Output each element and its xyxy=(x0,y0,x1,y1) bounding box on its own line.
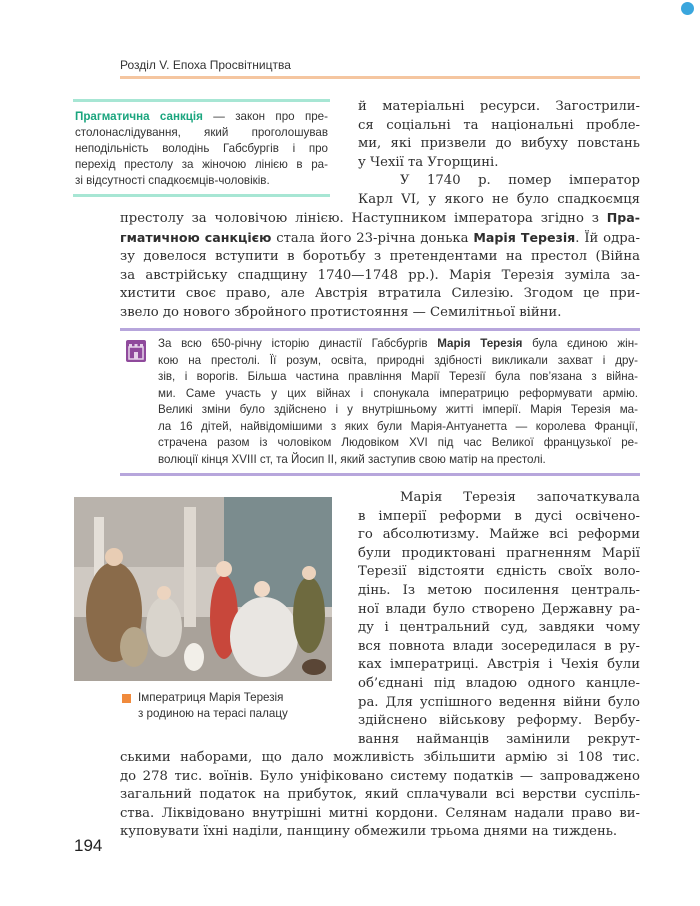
castle-icon xyxy=(126,340,146,362)
term-pragmatic-sanction: Пра- xyxy=(606,210,640,225)
paragraph-1: й матеріальні ресурси. Загострили- ся соціальні та національні пробле- ми, які призвели до вибуху повстань у Чехії та Угорщині. xyxy=(358,99,640,170)
definition-line: неподільність володінь Габсбургів і про xyxy=(75,142,328,155)
info-note-text: За всю 650-річну історію династії Габсбургів Марія Терезія була єдиною жін- кою на престолі. Її розум, освіта, природні здібності викликали захват і дру- зів, і ворогів. Більша частина правління Марії Терезії була пов’язана з війна- ми. Саме участь у цих війнах і спонукала імператрицю реформувати армію. Великі зміни було здійснено і у внутрішньому житті імперії. Марія Терезія ма- ла 16 дітей, найвідомішими з яких були Марія-Антуанетта — королева Франції, страчена разом із чоловіком Людовіком XVI під час Великої французької ре- волюції кінця XVIII ст, та Йосип II, який заступив свою матір на престолі. xyxy=(158,337,638,466)
definition-line: Прагматична санкція — закон про пре- xyxy=(75,110,328,123)
term-maria-theresa: Марія Терезія xyxy=(473,229,576,245)
publisher-logo-icon xyxy=(681,2,694,15)
header-divider xyxy=(120,76,640,79)
definition-line: столонаслідування, який проголошував xyxy=(75,126,328,139)
term-maria-theresa: Марія Терезія xyxy=(437,337,523,350)
paragraph-3: ськими наборами, що дало можливість збільшити армію зі 108 тис. до 278 тис. воїнів. Було уніфіковано систему податків — запроваджено загальний податок на прибуток, який сплачували всі верстви суспіль- ства. Ліквідовано внутрішні митні кордони. Селянам надали право ви- куповувати їхні наділи, панщину обмежили трьома днями на тиждень. xyxy=(120,750,640,840)
section-header: Розділ V. Епоха Просвітництва xyxy=(120,58,291,72)
paragraph-2: престолу за чоловічою лінією. Наступником імператора згідно з Пра- гматичною санкцією стала його 23-річна донька Марія Терезія. Їй одра- зу довелося вступити в боротьбу з претендентами на престол (Війна за австрійську спадщину 1740—1748 рр.). Марія Терезія зуміла за- хистити своє право, але Австрія втратила Силезію. Згодом це при- звело до нового збройного протистояння — Семилітньої війни. xyxy=(120,210,640,320)
definition-term: Прагматична санкція xyxy=(75,110,203,123)
definition-line: перехід престолу за жіночою лінією в ра- xyxy=(75,158,328,171)
image-caption: Імператриця Марія Терезія з родиною на терасі палацу xyxy=(138,691,288,720)
paragraph-3-right: Марія Терезія започаткувала в імперії реформи в дусі освічено- го абсолютизму. Майже всі реформи були продиктовані прагненням Марії Терезії відстояти єдність своїх воло- дінь. Із метою посилення централь- ної влади було створено Державну ра- ду і центральний суд, завдяки чому вся повнота влади зосередилася в ру- ках імператриці. Австрія і Чехія були об’єднані під владою одного канцле- ра. Для успішного ведення війни було здійснено військову реформу. Вербу- вання найманців замінили рекрут- xyxy=(358,490,640,747)
paragraph-2-right: У 1740 р. помер імператор Карл VI, у якого не було спадкоємця xyxy=(358,173,640,207)
definition-box xyxy=(73,99,330,197)
family-portrait-painting xyxy=(74,497,332,681)
term-pragmatic-sanction: гматичною санкцією xyxy=(120,229,272,245)
page-number: 194 xyxy=(74,836,103,855)
definition-line: зі відсутності спадкоємців-чоловіків. xyxy=(75,174,270,187)
